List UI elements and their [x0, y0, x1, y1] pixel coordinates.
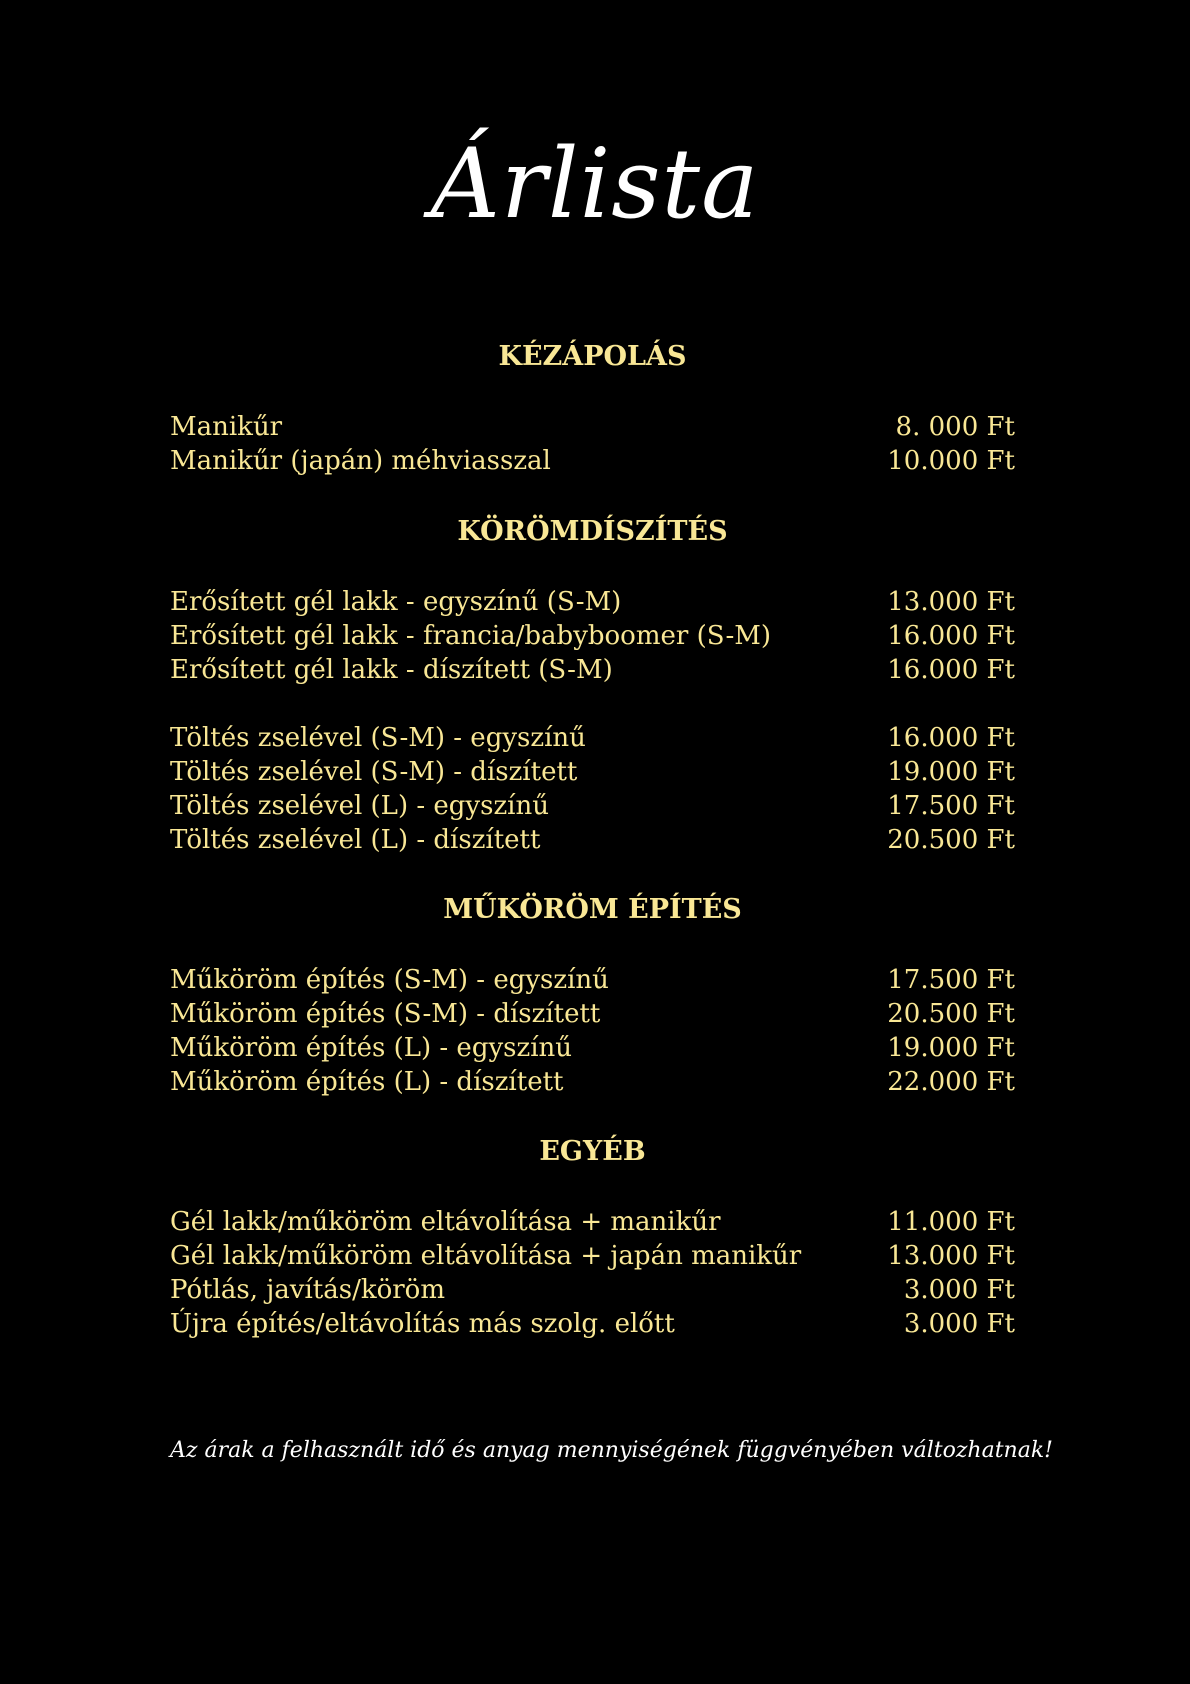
service-name: Műköröm építés (L) - díszített [170, 1067, 564, 1097]
service-price: 20.500 Ft [887, 999, 1015, 1029]
service-name: Műköröm építés (S-M) - egyszínű [170, 965, 609, 995]
service-name: Újra építés/eltávolítás más szolg. előtt [170, 1309, 675, 1339]
service-price: 16.000 Ft [887, 723, 1015, 753]
price-row [170, 653, 1015, 687]
service-price: 13.000 Ft [887, 587, 1015, 617]
service-price: 20.500 Ft [887, 825, 1015, 855]
service-name: Gél lakk/műköröm eltávolítása + manikűr [170, 1207, 721, 1237]
service-name: Gél lakk/műköröm eltávolítása + japán manikűr [170, 1241, 802, 1271]
price-row [170, 823, 1015, 857]
service-price: 3.000 Ft [903, 1309, 1015, 1339]
section-egyeb [170, 1135, 1015, 1341]
service-name: Töltés zselével (L) - díszített [170, 825, 541, 855]
service-price: 3.000 Ft [903, 1275, 1015, 1305]
service-name: Műköröm építés (L) - egyszínű [170, 1033, 572, 1063]
service-name: Erősített gél lakk - díszített (S-M) [170, 655, 613, 685]
price-row [170, 619, 1015, 653]
price-row [170, 997, 1015, 1031]
price-row [170, 1065, 1015, 1099]
price-row [170, 410, 1015, 444]
service-name: Erősített gél lakk - egyszínű (S-M) [170, 587, 622, 617]
service-name: Manikűr (japán) méhviasszal [170, 446, 551, 476]
price-row [170, 755, 1015, 789]
section-heading: MŰKÖRÖM ÉPÍTÉS [443, 894, 742, 925]
section-kezapolas [170, 340, 1015, 478]
service-name: Töltés zselével (S-M) - díszített [170, 757, 578, 787]
service-price: 19.000 Ft [887, 757, 1015, 787]
price-disclaimer: Az árak a felhasznált idő és anyag mennyiségének függvényében változhatnak! [170, 1438, 1053, 1463]
price-row [170, 789, 1015, 823]
service-price: 10.000 Ft [887, 446, 1015, 476]
service-price: 17.500 Ft [887, 965, 1015, 995]
service-price: 17.500 Ft [887, 791, 1015, 821]
row-spacer [170, 687, 1015, 721]
section-koromdiszites [170, 515, 1015, 857]
price-row [170, 1273, 1015, 1307]
price-row [170, 1307, 1015, 1341]
price-row [170, 1031, 1015, 1065]
price-row [170, 585, 1015, 619]
section-heading: KÉZÁPOLÁS [498, 341, 687, 372]
service-price: 19.000 Ft [887, 1033, 1015, 1063]
service-price: 13.000 Ft [887, 1241, 1015, 1271]
section-mukorom-epites [170, 893, 1015, 1099]
price-row [170, 721, 1015, 755]
service-price: 8. 000 Ft [895, 412, 1015, 442]
price-row [170, 1239, 1015, 1273]
section-heading: KÖRÖMDÍSZÍTÉS [457, 516, 728, 547]
service-price: 16.000 Ft [887, 621, 1015, 651]
price-row [170, 963, 1015, 997]
service-price: 22.000 Ft [887, 1067, 1015, 1097]
service-price: 16.000 Ft [887, 655, 1015, 685]
price-row [170, 1205, 1015, 1239]
service-name: Töltés zselével (S-M) - egyszínű [170, 723, 586, 753]
page-title: Árlista [430, 128, 760, 240]
service-name: Pótlás, javítás/köröm [170, 1275, 445, 1305]
service-name: Erősített gél lakk - francia/babyboomer (S-M) [170, 621, 772, 651]
price-row [170, 444, 1015, 478]
service-price: 11.000 Ft [887, 1207, 1015, 1237]
section-heading: EGYÉB [539, 1136, 646, 1167]
service-name: Műköröm építés (S-M) - díszített [170, 999, 601, 1029]
service-name: Manikűr [170, 412, 283, 442]
service-name: Töltés zselével (L) - egyszínű [170, 791, 549, 821]
